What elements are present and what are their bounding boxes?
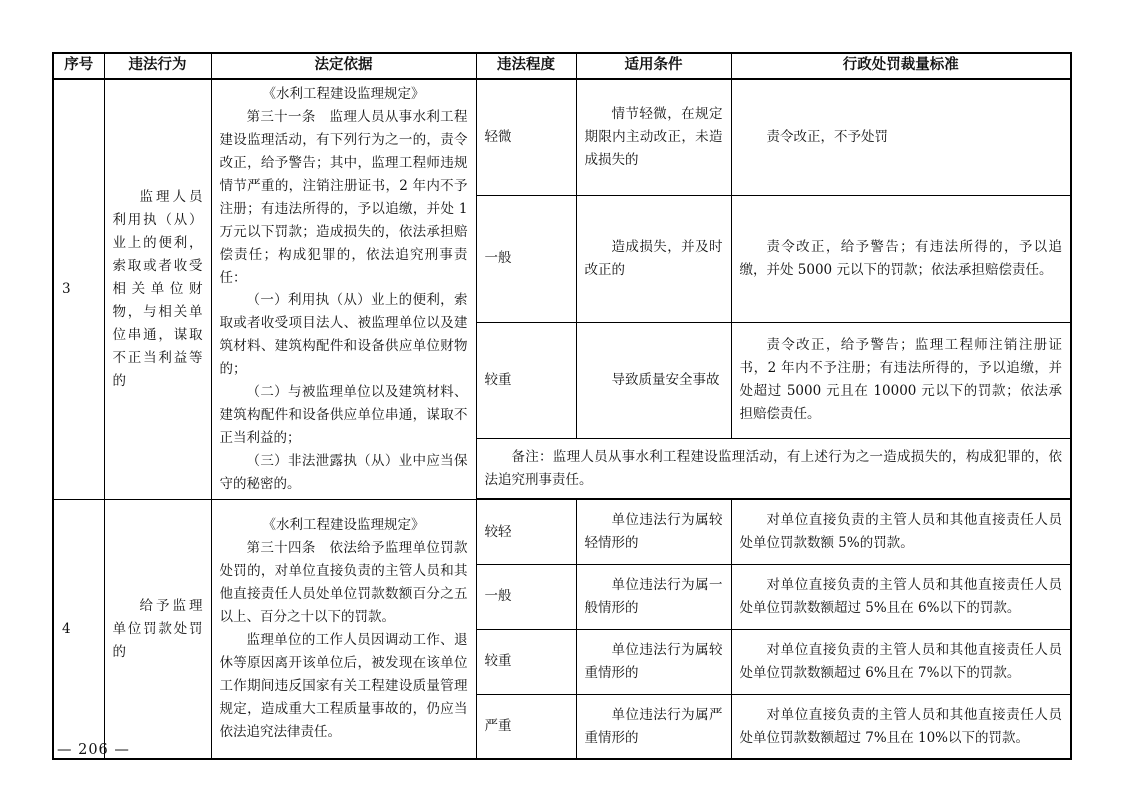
row4-severity-4: 严重 <box>476 694 576 759</box>
penalty-discretion-table <box>52 52 1072 760</box>
header-behavior: 违法行为 <box>104 53 211 79</box>
row4-condition-3: 单位违法行为属较重情形的 <box>576 629 731 694</box>
table-row <box>53 79 1071 195</box>
header-legal-basis: 法定依据 <box>211 53 476 79</box>
row3-penalty-2: 责令改正，给予警告；有违法所得的，予以追缴，并处 5000 元以下的罚款；依法承担赔偿责任。 <box>731 195 1071 322</box>
header-condition: 适用条件 <box>576 53 731 79</box>
row4-penalty-1: 对单位直接负责的主管人员和其他直接责任人员处单位罚款数额 5%的罚款。 <box>731 499 1071 564</box>
row3-legal-basis: 《水利工程建设监理规定》 第三十一条 监理人员从事水利工程建设监理活动，有下列行为之一的，责令改正，给予警告；其中，监理工程师违规情节严重的，注销注册证书，2 年内不予注册；有违法所得的，予以追缴，并处 1 万元以下罚款；造成损失的，依法承担赔偿责任；构成犯罪的，依法追究刑事责任： （一）利用执（从）业上的便利，索取或者收受项目法人、被监理单位以及建筑材料、建筑构配件和设备供应单位财物的； （二）与被监理单位以及建筑材料、建筑构配件和设备供应单位串通，谋取不正当利益的； （三）非法泄露执（从）业中应当保守的秘密的。 <box>211 79 476 499</box>
row4-condition-2: 单位违法行为属一般情形的 <box>576 564 731 629</box>
row4-condition-1: 单位违法行为属较轻情形的 <box>576 499 731 564</box>
row4-number: 4 <box>53 499 104 759</box>
row3-penalty-1: 责令改正，不予处罚 <box>731 79 1071 195</box>
row4-penalty-4: 对单位直接负责的主管人员和其他直接责任人员处单位罚款数额超过 7%且在 10%以下的罚款。 <box>731 694 1071 759</box>
row3-penalty-3: 责令改正，给予警告；监理工程师注销注册证书，2 年内不予注册；有违法所得的，予以追缴，并处超过 5000 元且在 10000 元以下的罚款；依法承担赔偿责任。 <box>731 322 1071 438</box>
row3-severity-1: 轻微 <box>476 79 576 195</box>
row3-condition-3: 导致质量安全事故 <box>576 322 731 438</box>
row3-number: 3 <box>53 79 104 499</box>
row4-penalty-3: 对单位直接负责的主管人员和其他直接责任人员处单位罚款数额超过 6%且在 7%以下的罚款。 <box>731 629 1071 694</box>
header-no: 序号 <box>53 53 104 79</box>
row4-condition-4: 单位违法行为属严重情形的 <box>576 694 731 759</box>
header-standard: 行政处罚裁量标准 <box>731 53 1071 79</box>
row4-severity-2: 一般 <box>476 564 576 629</box>
row3-severity-2: 一般 <box>476 195 576 322</box>
row3-condition-2: 造成损失，并及时改正的 <box>576 195 731 322</box>
row3-severity-3: 较重 <box>476 322 576 438</box>
page-number: — 206 — <box>57 742 130 758</box>
row4-behavior: 给予监理单位罚款处罚的 <box>104 499 211 759</box>
table-row <box>53 499 1071 564</box>
row4-severity-3: 较重 <box>476 629 576 694</box>
row4-severity-1: 较轻 <box>476 499 576 564</box>
row4-penalty-2: 对单位直接负责的主管人员和其他直接责任人员处单位罚款数额超过 5%且在 6%以下的罚款。 <box>731 564 1071 629</box>
row3-note: 备注：监理人员从事水利工程建设监理活动，有上述行为之一造成损失的，构成犯罪的，依法追究刑事责任。 <box>476 438 1071 499</box>
row4-legal-basis: 《水利工程建设监理规定》 第三十四条 依法给予监理单位罚款处罚的，对单位直接负责的主管人员和其他直接责任人员处单位罚款数额百分之五以上、百分之十以下的罚款。 监理单位的工作人员因调动工作、退休等原因离开该单位后，被发现在该单位工作期间违反国家有关工程建设质量管理规定，造成重大工程质量事故的，仍应当依法追究法律责任。 <box>211 499 476 759</box>
header-severity: 违法程度 <box>476 53 576 79</box>
row3-behavior: 监理人员利用执（从）业上的便利，索取或者收受相关单位财物，与相关单位串通，谋取不正当利益等的 <box>104 79 211 499</box>
table-header-row <box>53 53 1071 79</box>
row3-condition-1: 情节轻微，在规定期限内主动改正，未造成损失的 <box>576 79 731 195</box>
